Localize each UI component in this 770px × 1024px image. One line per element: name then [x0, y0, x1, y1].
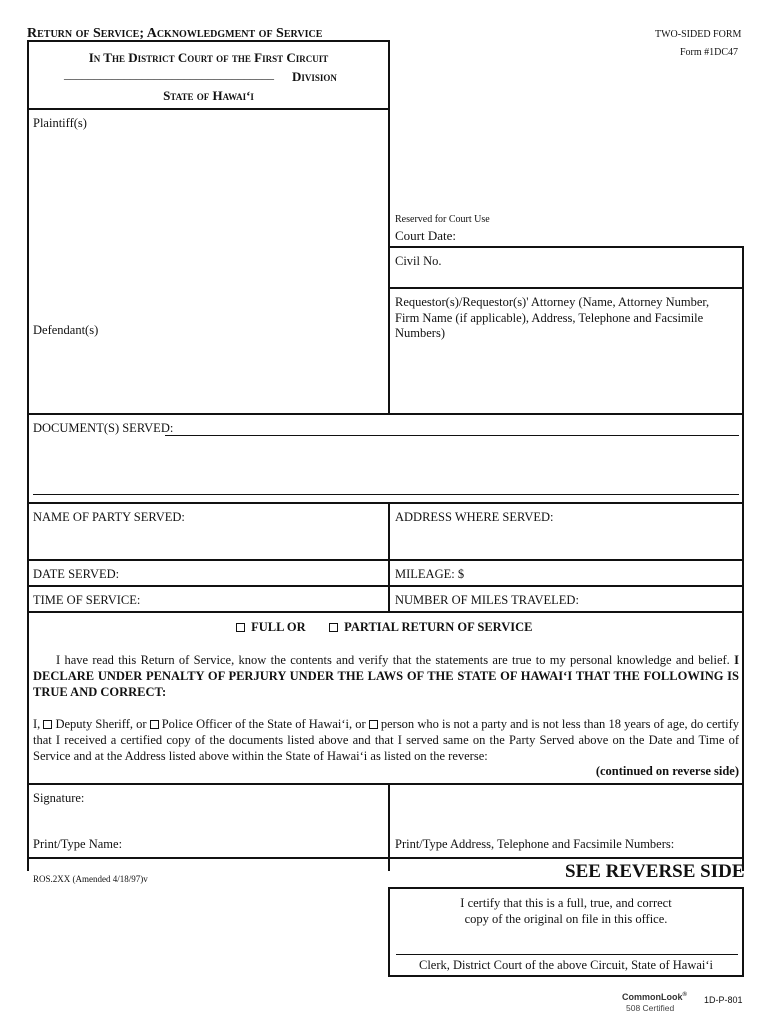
- date-served-label: DATE SERVED:: [33, 567, 120, 581]
- documents-top-line: [27, 413, 744, 415]
- form-title: Return of Service; Acknowledgment of Service: [27, 26, 323, 41]
- documents-served-label: DOCUMENT(S) SERVED:: [33, 421, 174, 435]
- division-blank: ___________________________________: [64, 67, 274, 81]
- court-date-label: Court Date:: [395, 228, 457, 243]
- field-divider: [388, 502, 390, 612]
- requestor-line-1: Requestor(s)/Requestor(s)' Attorney (Name, Attorney Number,: [395, 295, 710, 309]
- commonlook-mark: ®: [682, 992, 687, 998]
- full-label: FULL OR: [251, 620, 306, 634]
- address-served-label: ADDRESS WHERE SERVED:: [395, 510, 554, 524]
- certify-line-2: copy of the original on file in this office.: [464, 912, 668, 926]
- certify-i: I,: [33, 717, 41, 731]
- documents-underline: [165, 435, 739, 436]
- clerk-signature-line: [396, 954, 738, 955]
- plaintiff-label: Plaintiff(s): [33, 116, 87, 130]
- date-row-top: [27, 559, 744, 561]
- state-line: State of Hawai‘i: [163, 88, 254, 103]
- party-divider: [388, 108, 390, 414]
- partial-option: [329, 620, 533, 635]
- commonlook-logo: [622, 992, 687, 1002]
- requestor-line-3: Numbers): [395, 326, 445, 340]
- court-line: In The District Court of the First Circuit: [88, 50, 329, 65]
- division-label: Division: [292, 69, 337, 84]
- signature-label: Signature:: [33, 791, 85, 805]
- certified-508: 508 Certified: [626, 1003, 675, 1013]
- continued-note: (continued on reverse side): [595, 764, 739, 778]
- deputy-label: Deputy Sheriff, or: [55, 717, 147, 731]
- name-of-party-label: NAME OF PARTY SERVED:: [33, 510, 185, 524]
- commonlook-text: CommonLook: [622, 992, 683, 1002]
- name-row-top: [27, 502, 744, 504]
- signature-row-top: [27, 783, 744, 785]
- civil-no-label: Civil No.: [395, 254, 442, 268]
- left-border: [27, 108, 29, 871]
- person-checkbox[interactable]: [369, 720, 378, 729]
- declaration-paragraph: [33, 652, 739, 700]
- partial-checkbox[interactable]: [329, 623, 338, 632]
- clerk-label: Clerk, District Court of the above Circuit, State of Hawai‘i: [418, 958, 714, 972]
- person-label: person who is not a party and is not less than 18 years of age, do certify that I received a certified copy of the documents listed above and that I served same on the Party Served above on the Date and Time of Service and at the Address listed above within the State of Hawai‘i as listed on the reverse:: [33, 717, 740, 763]
- form-bottom-line: [27, 857, 744, 859]
- reserved-court-use: Reserved for Court Use: [395, 214, 490, 225]
- document-code: 1D-P-801: [704, 995, 743, 1005]
- documents-second-line: [33, 494, 739, 495]
- full-checkbox[interactable]: [236, 623, 245, 632]
- requestor-line-2: Firm Name (if applicable), Address, Telephone and Facsimile: [395, 311, 704, 325]
- defendant-label: Defendant(s): [33, 323, 99, 337]
- miles-traveled-label: NUMBER OF MILES TRAVELED:: [395, 593, 579, 607]
- deputy-checkbox[interactable]: [43, 720, 52, 729]
- court-date-line: [388, 246, 744, 248]
- civil-no-line: [388, 287, 744, 289]
- time-of-service-label: TIME OF SERVICE:: [33, 593, 141, 607]
- full-option: [236, 620, 306, 635]
- mileage-label: MILEAGE: $: [395, 567, 465, 581]
- certify-paragraph: [33, 716, 739, 764]
- declaration-bold: I DECLARE UNDER PENALTY OF PERJURY UNDER THE LAWS OF THE STATE OF HAWAI‘I THAT THE FOLLOWING IS TRUE AND CORRECT:: [33, 653, 739, 699]
- declaration-text: I have read this Return of Service, know the contents and verify that the statements are true to my personal knowledge and belief.: [56, 653, 730, 667]
- form-number: Form #1DC47: [680, 47, 739, 58]
- print-name-label: Print/Type Name:: [33, 837, 123, 851]
- time-row-bottom: [27, 611, 744, 613]
- form-code: ROS.2XX (Amended 4/18/97)v: [33, 874, 148, 884]
- time-row-top: [27, 585, 744, 587]
- certify-line-1: I certify that this is a full, true, and correct: [460, 896, 672, 910]
- see-reverse-side: SEE REVERSE SIDE: [565, 861, 745, 882]
- two-sided-label: TWO-SIDED FORM: [655, 29, 742, 40]
- partial-label: PARTIAL RETURN OF SERVICE: [344, 620, 533, 634]
- print-address-label: Print/Type Address, Telephone and Facsimile Numbers:: [395, 837, 675, 851]
- officer-label: Police Officer of the State of Hawai‘i, or: [161, 717, 366, 731]
- officer-checkbox[interactable]: [150, 720, 159, 729]
